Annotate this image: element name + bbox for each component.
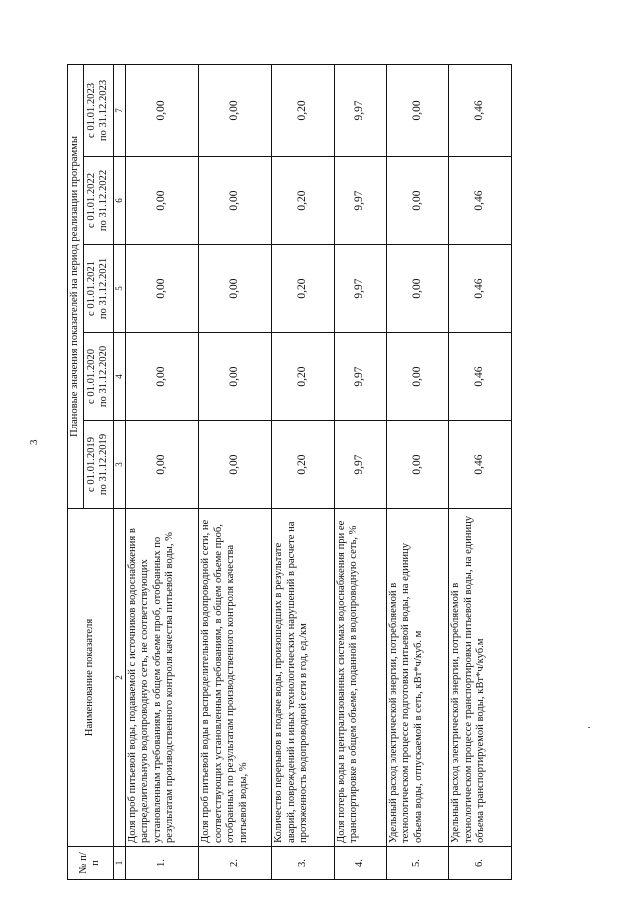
row-number: 2. [199, 847, 272, 880]
value-cell: 0,20 [272, 157, 335, 245]
header-name: Наименование показателя [68, 509, 114, 847]
row-number: 4. [334, 847, 386, 880]
header-period-2023: с 01.01.2023 по 31.12.2023 [83, 64, 113, 156]
value-cell: 9,97 [334, 64, 386, 156]
value-cell: 0,00 [125, 157, 199, 245]
indicator-name: Доля проб питьевой воды, подаваемой с источников водоснабжения в распределительную водопроводную сеть, не соответствующих установленным требованиям, в общем объеме проб, отобранных по результатам производственного контроля качества питьевой воды, % [125, 509, 199, 847]
value-cell: 0,00 [386, 421, 449, 509]
col-number: 6 [113, 157, 125, 245]
indicator-name: Удельный расход электрической энергии, потребляемой в технологическом процессе подготовки питьевой воды, на единицу объема воды, отпускаемой в сеть, кВт*ч/куб. м [386, 509, 449, 847]
table-row [125, 64, 199, 879]
value-cell: 0,00 [199, 245, 272, 333]
table-row [386, 64, 449, 879]
header-period-2019: с 01.01.2019 по 31.12.2019 [83, 421, 113, 509]
value-cell: 9,97 [334, 157, 386, 245]
value-cell: 0,00 [199, 421, 272, 509]
col-number: 2 [113, 509, 125, 847]
table-row [334, 64, 386, 879]
col-number: 3 [113, 421, 125, 509]
value-cell: 0,46 [449, 245, 512, 333]
table-row [272, 64, 335, 879]
value-cell: 0,00 [386, 245, 449, 333]
value-cell: 9,97 [334, 333, 386, 421]
row-number: 6. [449, 847, 512, 880]
value-cell: 0,00 [199, 157, 272, 245]
value-cell: 0,00 [125, 421, 199, 509]
value-cell: 9,97 [334, 245, 386, 333]
value-cell: 0,00 [125, 245, 199, 333]
indicators-table [67, 64, 512, 880]
value-cell: 0,00 [199, 333, 272, 421]
value-cell: 9,97 [334, 421, 386, 509]
header-period-2020: с 01.01.2020 по 31.12.2020 [83, 333, 113, 421]
row-number: 5. [386, 847, 449, 880]
header-num: № п/п [68, 847, 114, 880]
row-number: 1. [125, 847, 199, 880]
value-cell: 0,00 [386, 157, 449, 245]
value-cell: 0,00 [125, 333, 199, 421]
header-period-2021: с 01.01.2021 по 31.12.2021 [83, 245, 113, 333]
row-number: 3. [272, 847, 335, 880]
value-cell: 0,46 [449, 157, 512, 245]
value-cell: 0,46 [449, 421, 512, 509]
col-number: 5 [113, 245, 125, 333]
value-cell: 0,20 [272, 421, 335, 509]
header-planned: Плановые значения показателей на период реализации программы [68, 64, 84, 508]
col-number: 1 [113, 847, 125, 880]
value-cell: 0,20 [272, 64, 335, 156]
indicator-name: Доля проб питьевой воды в распределительной водопроводной сети, не соответствующих установленным требованиям, в общем объеме проб, отобранных по результатам производственного контроля качества питьевой воды, % [199, 509, 272, 847]
table-row [449, 64, 512, 879]
indicator-name: Доля потерь воды в централизованных системах водоснабжения при ее транспортировке в общем объеме, поданной в водопроводную сеть, % [334, 509, 386, 847]
value-cell: 0,20 [272, 245, 335, 333]
value-cell: 0,46 [449, 333, 512, 421]
col-number: 7 [113, 64, 125, 156]
value-cell: 0,20 [272, 333, 335, 421]
value-cell: 0,00 [199, 64, 272, 156]
table-row [199, 64, 272, 879]
col-number: 4 [113, 333, 125, 421]
value-cell: 0,46 [449, 64, 512, 156]
indicator-name: Удельный расход электрической энергии, потребляемой в технологическом процессе транспортировки питьевой воды, на единицу объема транспортируемой воды, кВт*ч/куб.м [449, 509, 512, 847]
page-number: 3 [28, 439, 40, 445]
rotated-table-container [67, 65, 512, 880]
indicator-name: Количество перерывов в подаче воды, произошедших в результате аварий, повреждений и иных технологических нарушений в расчете на протяженность водопроводной сети в год, ед./км [272, 509, 335, 847]
header-period-2022: с 01.01.2022 по 31.12.2022 [83, 157, 113, 245]
value-cell: 0,00 [386, 64, 449, 156]
value-cell: 0,00 [125, 64, 199, 156]
scan-speck [588, 727, 590, 728]
value-cell: 0,00 [386, 333, 449, 421]
